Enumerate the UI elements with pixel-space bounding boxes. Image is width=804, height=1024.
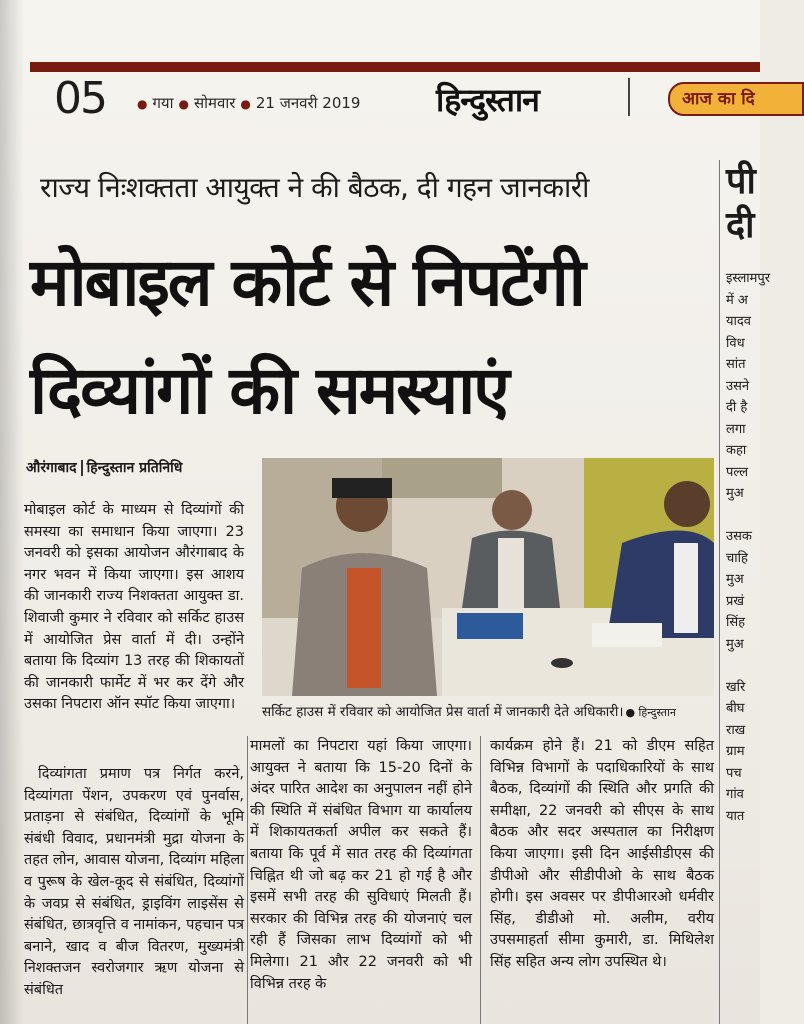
bullet-icon: ● [137,97,148,111]
column-divider [247,736,248,1024]
adjacent-text-line: दी है [726,400,748,415]
photo-illustration [262,458,714,696]
city: गया [152,94,174,112]
photo-credit: ● हिन्दुस्तान [625,706,676,719]
dateline [132,93,360,113]
column-divider [719,160,720,1024]
column-3 [490,736,714,974]
kicker: राज्य निःशक्तता आयुक्त ने की बैठक, दी गहन जानकारी [40,171,589,204]
byline-place: औरंगाबाद [26,460,77,476]
adjacent-text-line: चाहि [726,550,748,566]
byline-divider [81,460,83,476]
adjacent-text-line: कहा [726,443,747,458]
adjacent-text-line: ग्राम [726,744,745,759]
adjacent-text-line: उसने [726,378,750,394]
day: सोमवार [194,94,236,112]
adjacent-text-line: पच [726,765,742,781]
adjacent-text-line: यादव [726,314,752,329]
column-2 [250,736,472,995]
column-1-intro [24,500,244,716]
adjacent-text-line: प्रखं [726,593,745,609]
paragraph: मोबाइल कोर्ट के माध्यम से दिव्यांगों की समस्या का समाधान किया जाएगा। 23 जनवरी को इसका आयोजन औरंगाबाद के नगर भवन में किया जाएगा। इस आशय की जानकारी राज्य निशक्तता आयुक्त डा. शिवाजी कुमार ने रविवार को सर्किट हाउस में आयोजित प्रेस वार्ता में दी। उन्होंने बताया कि दिव्यांग 13 तरह की शिकायतों की जानकारी फार्मेट में भर कर देंगे और उसका निपटारा ऑन स्पॉट किया जाएगा। [24,502,244,713]
page-edge-shadow [0,0,24,1024]
paragraph: दिव्यांगता प्रमाण पत्र निर्गत करने, दिव्यांगता पेंशन, उपकरण एवं पुनर्वास, प्रताड़ना से संबंधित, दिव्यांगों के भूमि संबंधी विवाद, प्रधानमंत्री मुद्रा योजना के तहत लोन, आवास योजना, दिव्यांग महिला व पुरूष के खेल-कूद से संबंधित, दिव्यांगों के जवप्र से संबंधित, ड्राइविंग लाइसेंस से संबंधित, छात्रवृत्ति व नामांकन, पहचान पत्र बनाने, खाद व बीज वितरण, मुख्यमंत्री निशक्तजन स्वरोजगार ऋण योजना से संबंधित [24,766,244,998]
top-rule [30,62,760,72]
caption-text: सर्किट हाउस में रविवार को आयोजित प्रेस वार्ता में जानकारी देते अधिकारी। [262,704,624,720]
adjacent-text [726,268,786,827]
press-conference-photo [262,458,714,696]
paragraph: मामलों का निपटारा यहां किया जाएगा। आयुक्त ने बताया कि 15-20 दिनों के अंदर पारित आदेश का अनुपालन नहीं होने की स्थिति में संबंधित विभाग या कार्यालय में शिकायतकर्ता अपील कर सकते हैं। बताया कि पूर्व में सात तरह की दिव्यांगता चिह्नित थी जो बढ़ कर 21 हो गई है और इसमें सभी तरह की सुविधाएं मिलती हैं। सरकार की विभिन्न तरह की योजनाएं चल रही हैं जिसका लाभ दिव्यांगों को भी मिलेगा। 21 और 22 जनवरी को भी विभिन्न तरह के [250,738,472,992]
adjacent-text-line: उसक [726,529,752,544]
column-divider [480,736,481,1024]
adjacent-text-line [726,655,786,677]
adjacent-text-line: यात [726,808,745,824]
date: 21 जनवरी 2019 [255,94,361,112]
adjacent-text-line: लगा [726,421,746,437]
adjacent-text-line: मुअ [726,636,744,652]
adjacent-text-line: राख [726,722,746,738]
photo-caption [262,702,714,720]
page-number: 05 [54,73,106,124]
byline-source: हिन्दुस्तान प्रतिनिधि [86,460,183,476]
adjacent-text-line: पल्ल [726,464,749,480]
adjacent-text-line: सिंह [726,615,746,630]
adjacent-text-line: मुअ [726,572,744,587]
section-badge: आज का दि [668,82,804,116]
column-1-list [24,764,244,1002]
headline-line-2: दिव्यांगों की समस्याएं [30,352,508,429]
paragraph: कार्यक्रम होने हैं। 21 को डीएम सहित विभिन्न विभागों के पदाधिकारियों के साथ बैठक, दिव्यांगों की स्थिति और प्रगति की समीक्षा, 22 जनवरी को सीएस के साथ बैठक और सदर अस्पताल का निरीक्षण किया जाएगा। इसी दिन आईसीडीएस की डीपीओ और सीडीपीओ के साथ बैठक होगी। इस अवसर पर डीपीआरओ धर्मवीर सिंह, डीडीओ मो. अलीम, वरीय उपसमाहर्ता सीमा कुमारी, डा. मिथिलेश सिंह सहित अन्य लोग उपस्थित थे। [490,738,714,970]
adjacent-text-line: खरि [726,679,746,695]
adjacent-text-line: में अ [726,292,748,308]
adjacent-headline-line-1: पी [726,161,756,202]
adjacent-text-line [726,505,786,527]
adjacent-article-column [726,160,786,1024]
adjacent-headline-line-2: दी [726,205,755,246]
adjacent-text-line: बीघ [726,701,745,716]
adjacent-text-line: विध [726,335,745,351]
masthead-divider [628,78,630,116]
adjacent-text-line: गांव [726,787,744,802]
bullet-icon: ● [178,97,189,111]
bullet-icon: ● [240,97,251,111]
byline [26,458,182,477]
adjacent-text-line: सांत [726,357,746,372]
adjacent-text-line: मुअ [726,486,744,501]
paper-name: हिन्दुस्तान [436,81,539,119]
headline-line-1: मोबाइल कोर्ट से निपटेंगी [30,244,584,321]
adjacent-text-line: इस्लामपुर [726,271,771,286]
